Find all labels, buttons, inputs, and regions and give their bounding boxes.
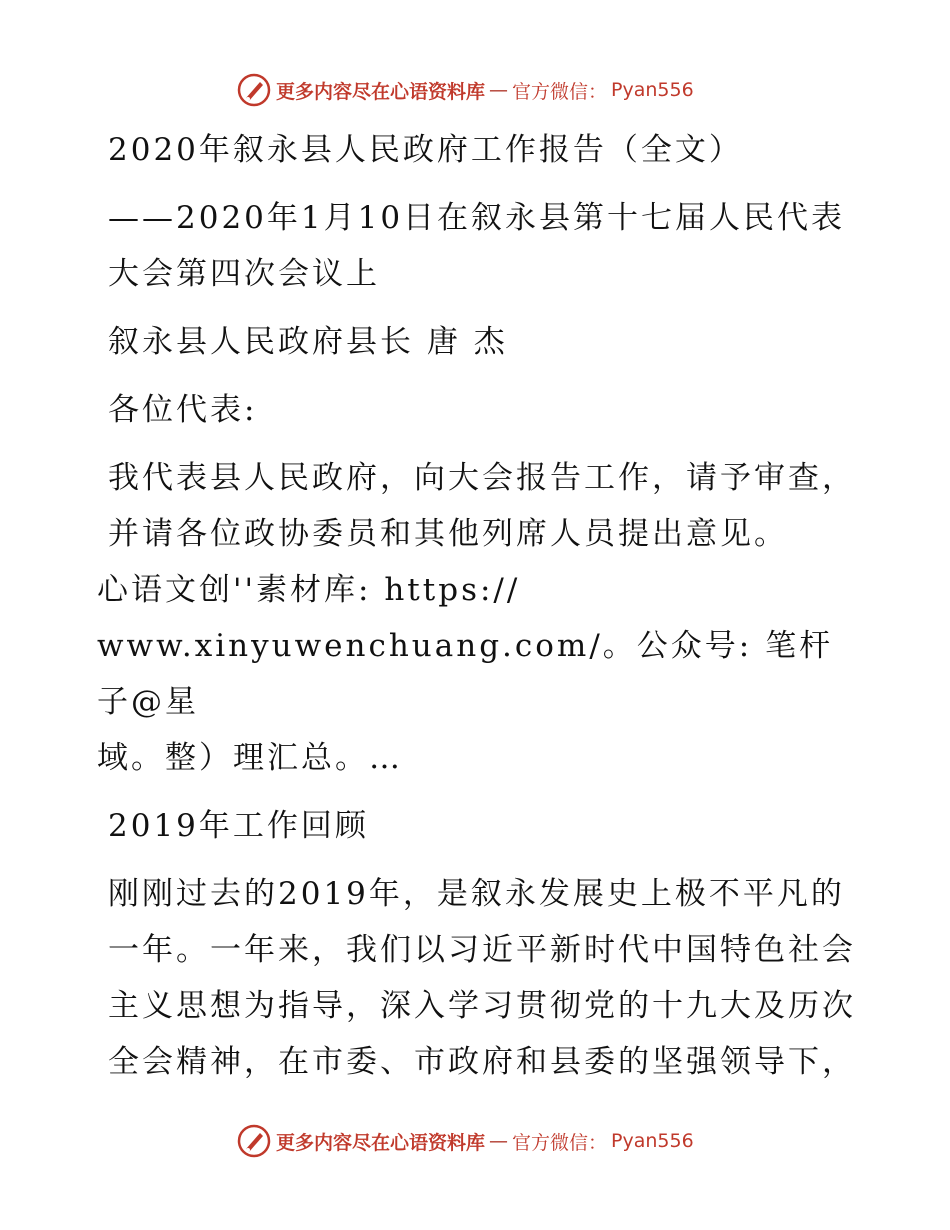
paragraph-1-text: 我代表县人民政府，向大会报告工作，请予审查，并请各位政协委员和其他列席人员提出意见。 [108, 460, 856, 552]
banner-main-text: 更多内容尽在心语资料库 [276, 80, 486, 103]
pen-logo-icon [236, 1123, 272, 1159]
document-author: 叙永县人民政府县长 唐 杰 [108, 324, 508, 360]
banner-wechat-id: Pyan556 [611, 1130, 694, 1152]
footer-watermark [236, 1123, 694, 1159]
greeting: 各位代表: [108, 392, 258, 428]
banner-main-text: 更多内容尽在心语资料库 [276, 1131, 486, 1154]
banner-wechat-id: Pyan556 [611, 79, 694, 101]
document-subtitle: ——2020年1月10日在叙永县第十七届人民代表大会第四次会议上 [108, 200, 846, 292]
section-heading: 2019年工作回顾 [108, 808, 369, 844]
paragraph-1 [97, 450, 857, 786]
banner-wechat-label: 官方微信： [512, 80, 608, 103]
paragraph-1-line-a: 心语文创''素材库: https:// [97, 572, 521, 608]
paragraph-1-line-c: 域。整）理汇总。… [97, 740, 403, 776]
pen-logo-icon [236, 72, 272, 108]
document-body [97, 122, 857, 1102]
paragraph-2: 刚刚过去的2019年，是叙永发展史上极不平凡的一年。一年来，我们以习近平新时代中国特色社会主义思想为指导，深入学习贯彻党的十九大及历次全会精神，在市委、市政府和县委的坚强领导下， [108, 876, 856, 1080]
banner-separator: — [489, 79, 509, 101]
document-title: 2020年叙永县人民政府工作报告（全文） [108, 132, 743, 168]
paragraph-1-line-b: www.xinyuwenchuang.com/。公众号: 笔杆子@星 [97, 628, 834, 720]
header-watermark [236, 72, 694, 108]
banner-wechat-label: 官方微信： [512, 1131, 608, 1154]
banner-separator: — [489, 1130, 509, 1152]
